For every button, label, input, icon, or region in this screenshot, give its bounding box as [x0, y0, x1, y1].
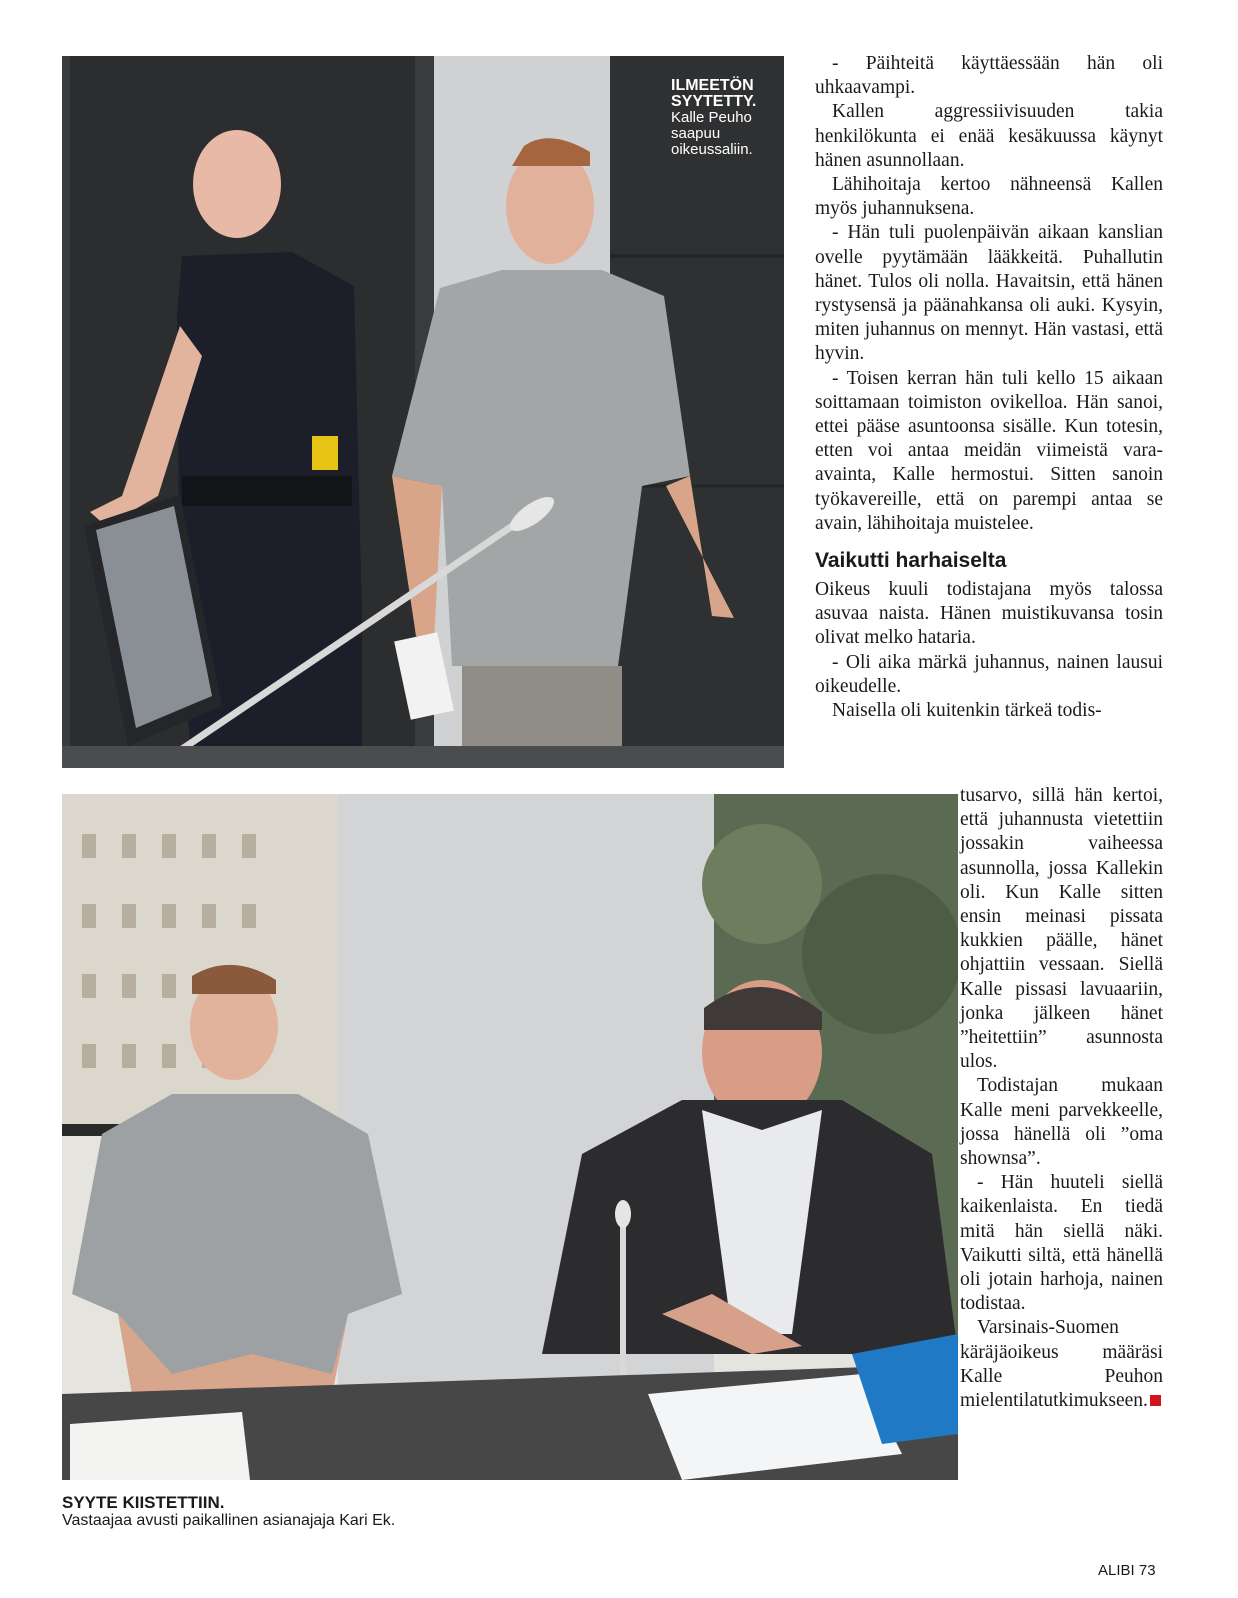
article-column-narrow [960, 784, 1163, 1413]
courtroom-entry-illustration [62, 56, 784, 768]
page-folio: ALIBI 73 [1098, 1562, 1156, 1579]
article-paragraph-last [960, 1316, 1163, 1413]
photo-top-caption-text: Kalle Peuho saapuu oikeussaliin. [671, 109, 753, 158]
courtroom-seated-photo [62, 794, 958, 1480]
courtroom-entry-photo [62, 56, 784, 768]
courtroom-seated-illustration [62, 794, 958, 1480]
article-paragraph: Oikeus kuuli todistajana myös talossa asuvaa naista. Hänen muistikuvansa tosin olivat melko hataria. [815, 579, 1163, 649]
article-paragraph: Kallen aggressiivisuuden takia henkilökunta ei enää kesäkuussa käynyt hänen asunnollaan. [815, 101, 1163, 171]
article-subheading: Vaikutti harhaiselta [815, 549, 1007, 573]
article-paragraph: Lähihoitaja kertoo nähneensä Kallen myös juhannuksena. [815, 174, 1163, 220]
article-paragraph: Naisella oli kuitenkin tärkeä todis- [832, 700, 1102, 722]
photo-bottom-caption [62, 1494, 622, 1530]
photo-top-caption [671, 78, 779, 158]
article-paragraph: - Toisen kerran hän tuli kello 15 aikaan soittamaan toimiston ovikelloa. Hän sanoi, ettei pääse asuntoonsa sisälle. Kun totesin, etten voi antaa meidän viimeistä vara-avainta, Kalle hermostui. Sitten sanoin työkavereille, että on parempi antaa se avain, lähihoitaja muistelee. [815, 367, 1163, 534]
article-paragraph: - Hän huuteli siellä kaikenlaista. En tiedä mitä hän siellä näki. Vaikutti siltä, että hänellä oli jotain harhoja, nainen todistaa. [960, 1172, 1163, 1315]
end-mark-icon [1150, 1395, 1161, 1406]
photo-bottom-caption-text: Vastaajaa avusti paikallinen asianajaja Kari Ek. [62, 1512, 396, 1529]
photo-top-caption-head: ILMEETÖN SYYTETTY. [671, 77, 757, 110]
article-final-text: Varsinais-Suomen käräjäoikeus määräsi Kalle Peuhon mielentilatutkimukseen. [960, 1317, 1163, 1412]
photo-bottom-caption-head: SYYTE KIISTETTIIN. [62, 1493, 225, 1512]
article-paragraph: - Oli aika märkä juhannus, nainen lausui oikeudelle. [815, 651, 1163, 697]
article-paragraph: Todistajan mukaan Kalle meni parvekkeelle, jossa hänellä oli ”oma shownsa”. [960, 1075, 1163, 1170]
article-column-upper [815, 52, 1163, 723]
article-paragraph: tusarvo, sillä hän kertoi, että juhannusta vietettiin jossakin vaiheessa asunnolla, jossa Kallekin oli. Kun Kalle sitten ensin meinasi pissata kukkien päälle, hänet ohjattiin vessaan. Siellä Kalle pissasi lavuaariin, jonka jälkeen hänet ”heitettiin” asunnosta ulos. [960, 785, 1163, 1073]
article-paragraph: - Päihteitä käyttäessään hän oli uhkaavampi. [815, 53, 1163, 99]
article-paragraph: - Hän tuli puolenpäivän aikaan kanslian ovelle pyytämään lääkkeitä. Puhallutin hänet. Tulos oli nolla. Havaitsin, että hänen rystysensä ja päänahkansa oli auki. Kysyin, miten juhannus on mennyt. Hän vastasi, että hyvin. [815, 222, 1163, 365]
